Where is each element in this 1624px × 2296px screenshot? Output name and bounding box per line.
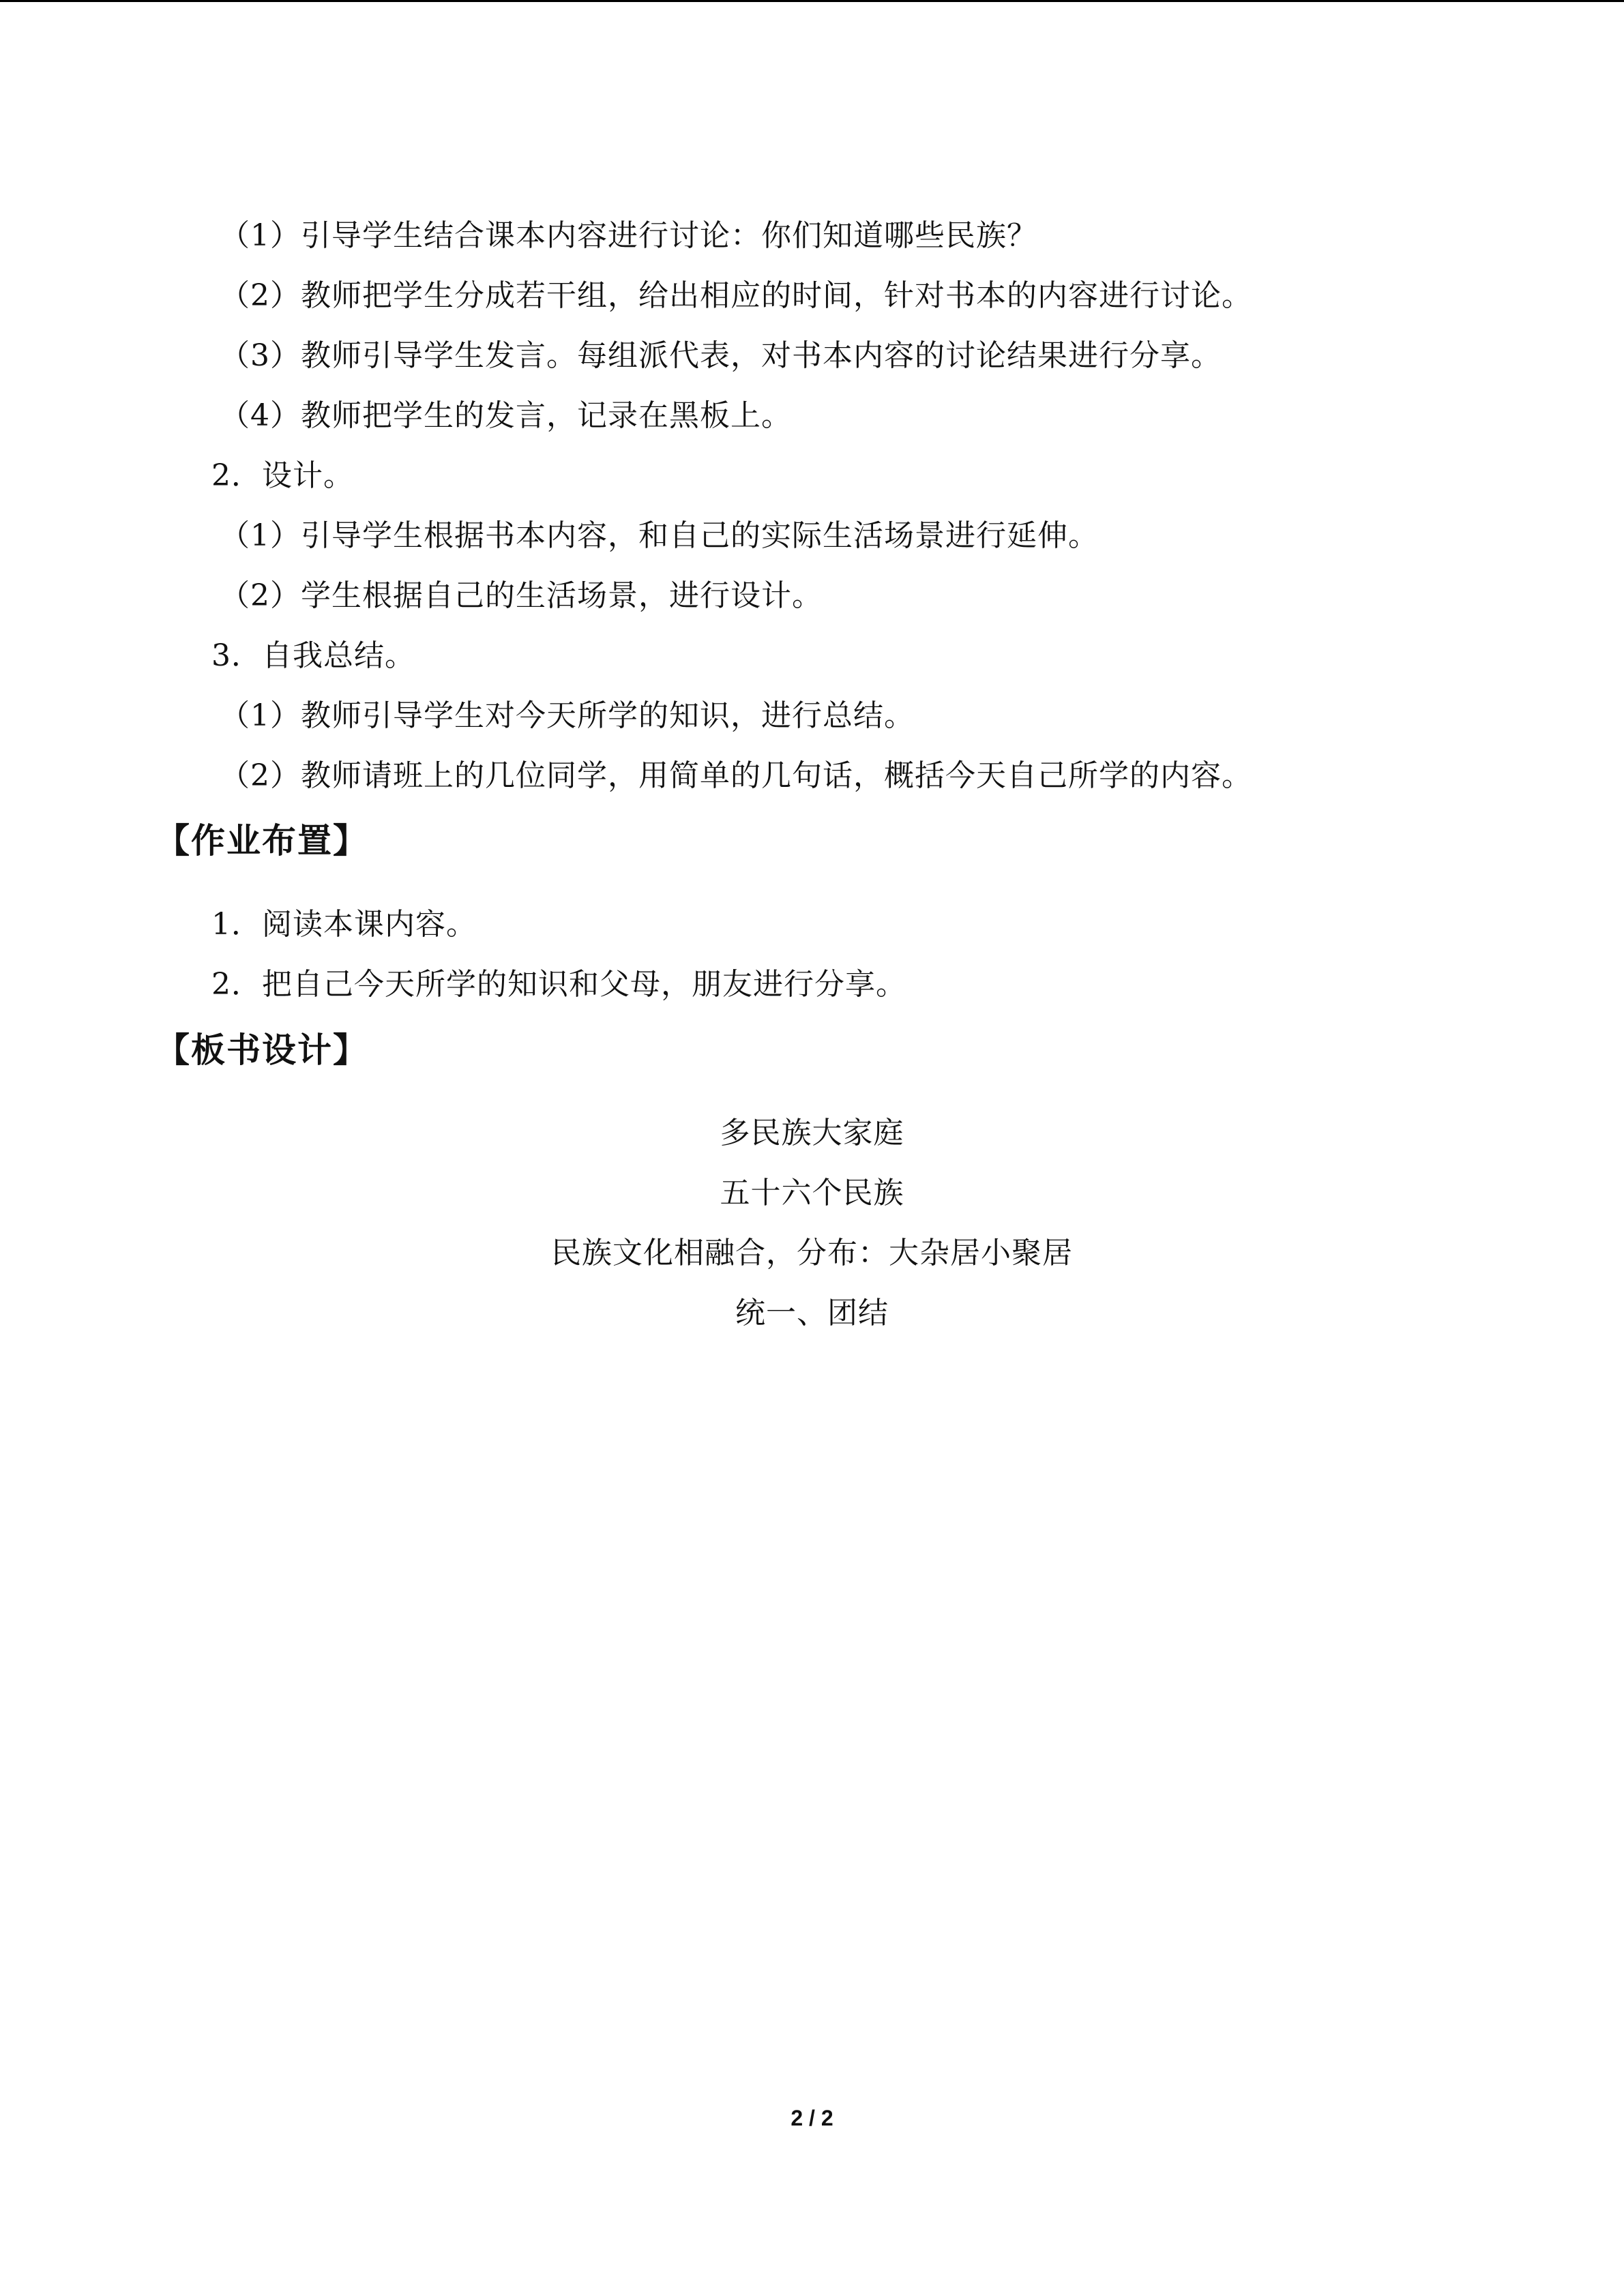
top-border xyxy=(0,0,1624,2)
board-line: 民族文化相融合，分布：大杂居小聚居 xyxy=(551,1236,1073,1270)
activity-line: （1）教师引导学生对今天所学的知识，进行总结。 xyxy=(220,698,915,733)
page-number: 2 / 2 xyxy=(791,2106,833,2130)
activity-line: （1）引导学生根据书本内容，和自己的实际生活场景进行延伸。 xyxy=(220,518,1099,553)
board-line: 多民族大家庭 xyxy=(720,1116,904,1150)
homework-item: 1．阅读本课内容。 xyxy=(211,907,477,942)
board-design-heading: 【板书设计】 xyxy=(156,1030,368,1070)
activity-section-title: 2．设计。 xyxy=(211,458,354,493)
activity-line: （1）引导学生结合课本内容进行讨论：你们知道哪些民族？ xyxy=(220,218,1037,253)
board-line: 五十六个民族 xyxy=(720,1176,904,1210)
activity-line: （4）教师把学生的发言，记录在黑板上。 xyxy=(220,398,792,433)
activity-line: （2）教师请班上的几位同学，用简单的几句话，概括今天自己所学的内容。 xyxy=(220,758,1252,793)
activity-line: （2）学生根据自己的生活场景，进行设计。 xyxy=(220,578,823,613)
homework-item: 2．把自己今天所学的知识和父母，朋友进行分享。 xyxy=(211,967,906,1002)
homework-heading: 【作业布置】 xyxy=(156,821,368,861)
activity-line: （2）教师把学生分成若干组，给出相应的时间，针对书本的内容进行讨论。 xyxy=(220,278,1252,313)
activity-section-title: 3．自我总结。 xyxy=(211,638,415,673)
board-line: 统一、团结 xyxy=(735,1296,889,1330)
activity-line: （3）教师引导学生发言。每组派代表，对书本内容的讨论结果进行分享。 xyxy=(220,338,1222,373)
